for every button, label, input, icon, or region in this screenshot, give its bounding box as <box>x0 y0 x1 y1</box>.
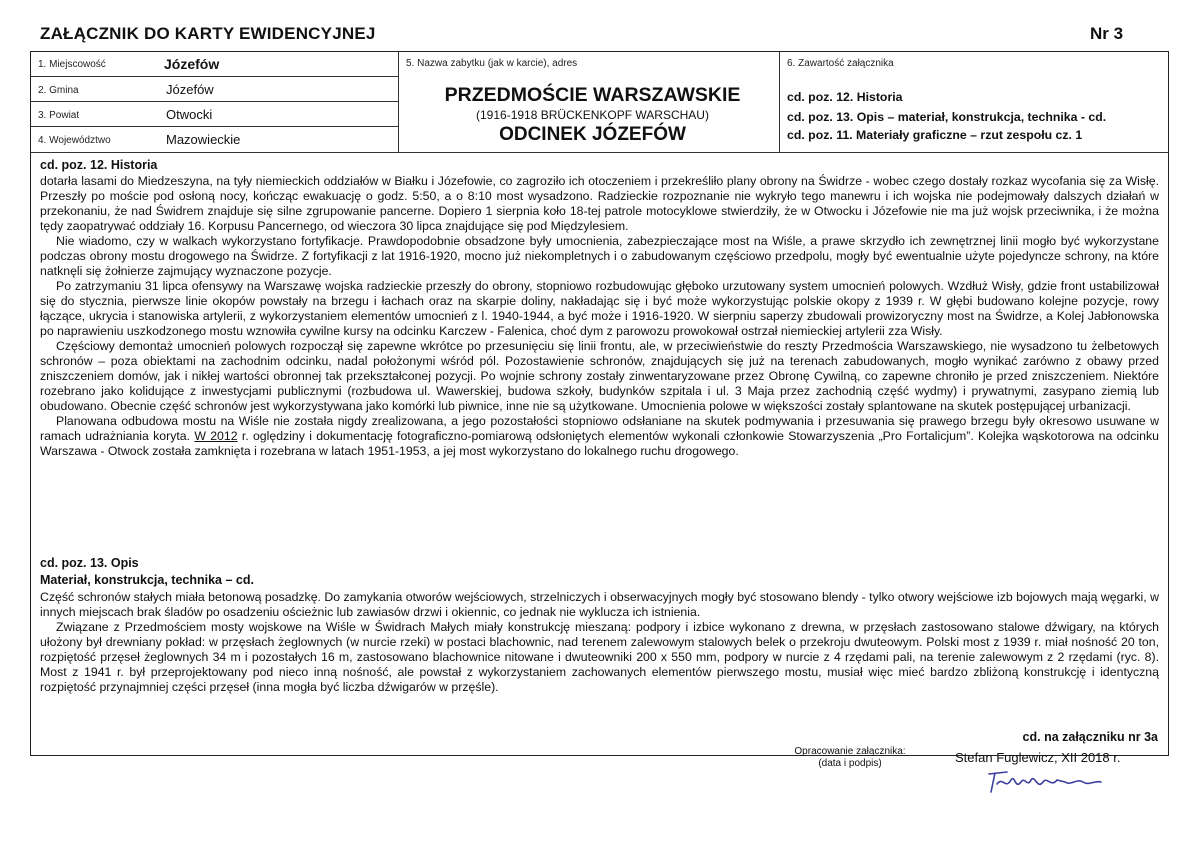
history-text <box>40 174 1159 459</box>
contents-label: 6. Zawartość załącznika <box>787 58 894 69</box>
municipality-label: 2. Gmina <box>38 85 79 96</box>
divider <box>30 101 398 102</box>
document-title: ZAŁĄCZNIK DO KARTY EWIDENCYJNEJ <box>40 24 376 43</box>
paragraph: Częściowy demontaż umocnień polowych rozpoczął się zapewne wkrótce po przesunięciu się linii frontu, ale, w przeciwieństwie do reszty Przedmościa Warszawskiego, nie wysadzono tu żelbetowych schronów – poza obiektami na zachodnim odcinku, nadal położonymi wśród pól. Pozostawienie schronów, znajdujących się już na terenach zabudowanych, mogło wynikać zarówno z obawy przed zniszczeniem domów, jak i nikłej wartości obronnej tak przekształconej pozycji. Po wojnie schrony zostały zinwentaryzowane przez Obronę Cywilną, co zapewne chroniło je przed zniszczeniem. Niektóre rozebrano jako kolidujące z inwestycjami publicznymi (rozbudowa ul. Wawerskiej, budowa szkoły, budynków szpitala i ul. 3 Maja przez zachodnią część wydmy) i prywatnymi, zasypano ziemią lub obudowano. Obecnie część schronów jest wykorzystywana jako komórki lub piwnice, inne nie są użytkowane. Umocnienia polowe w większości zostały splantowane na skutek postępującej urbanizacji. <box>40 339 1159 413</box>
underlined-year: W 2012 <box>194 429 238 443</box>
county-label: 3. Powiat <box>38 110 80 121</box>
contents-item: cd. poz. 12. Historia <box>787 90 903 104</box>
voivodeship-label: 4. Województwo <box>38 135 111 146</box>
paragraph: Nie wiadomo, czy w walkach wykorzystano fortyfikacje. Prawdopodobnie obsadzone były umocnienia, zabezpieczające most na Wiśle, a prawe skrzydło ich zewnętrznej linii mogło być wykorzystane podczas obrony mostu drogowego na Świdrze. Z fortyfikacji z lat 1916-1920, mocno już niekompletnych i o zabudowanym częściowo przedpolu, mogły być ewentualnie użyte pojedyncze schrony, na które natknęli się żołnierze zajmujący wyznaczone pozycje. <box>40 234 1159 278</box>
divider <box>30 126 398 127</box>
signature <box>985 768 1105 796</box>
divider <box>398 51 399 152</box>
continuation-note: cd. na załączniku nr 3a <box>1022 730 1158 744</box>
paragraph <box>40 414 1159 459</box>
description-text <box>40 590 1159 695</box>
divider <box>30 152 1169 153</box>
prepared-label <box>770 746 930 770</box>
monument-german-name: (1916-1918 BRÜCKENKOPF WARSCHAU) <box>476 108 709 122</box>
contents-item: cd. poz. 11. Materiały graficzne – rzut zespołu cz. 1 <box>787 128 1083 142</box>
paragraph: Część schronów stałych miała betonową posadzkę. Do zamykania otworów wejściowych, strzelniczych i obserwacyjnych mogły być stosowano blendy - tylko otwory wejściowe izb bojowych mają węgarki, w innych miejscach brak śladów po osadzeniu ościeżnic lub zawiasów drzwi i okiennic, co jednak nie wyklucza ich istnienia. <box>40 590 1159 619</box>
divider <box>30 76 398 77</box>
locality-label: 1. Miejscowość <box>38 59 106 70</box>
voivodeship-value: Mazowieckie <box>166 132 241 147</box>
prepared-label-line: (data i podpis) <box>818 758 882 769</box>
paragraph: Związane z Przedmościem mosty wojskowe na Wiśle w Świdrach Małych miały konstrukcję mieszaną: podpory i izbice wykonano z drewna, w przęsłach zastosowano stalowe dźwigary, na których ułożony był drewniany pokład: w przęsłach żeglownych (w nurcie rzeki) w postaci blachownic, nad terenem zalewowym stalowych belek o przekroju dwuteowym. Polski most z 1939 r. miał nośność 20 ton, rozpiętość przęseł żeglownych 34 m i pozostałych 16 m, zastosowano blachownice nitowane i dwuteowniki 200 x 550 mm, podpory w nurcie z 4 rzędami pali, na terenie zalewowym z 2 rzędami (ryc. 8). Most z 1941 r. był przeprojektowany pod nieco inną nośność, ale powstał z wykorzystaniem zachowanych elementów pierwszego mostu, musiał więc mieć bardzo zbliżoną konstrukcję i identyczną rozpiętość przynajmniej części przęseł (inna mogła być liczba dźwigarów w przęśle). <box>40 620 1159 694</box>
prepared-label-line: Opracowanie załącznika: <box>794 746 906 757</box>
municipality-value: Józefów <box>166 82 214 97</box>
monument-name: PRZEDMOŚCIE WARSZAWSKIE <box>444 84 741 106</box>
history-heading: cd. poz. 12. Historia <box>40 158 158 172</box>
locality-value: Józefów <box>164 56 220 72</box>
description-heading: cd. poz. 13. Opis <box>40 556 139 570</box>
monument-label: 5. Nazwa zabytku (jak w karcie), adres <box>406 58 578 69</box>
attachment-number: Nr 3 <box>1090 24 1124 43</box>
paragraph-text: Planowana odbudowa mostu na Wiśle nie została nigdy zrealizowana, a jego pozostałości stopniowo odsłaniane na skutek podmywania i przesuwania się prawego brzegu były okresowo usuwane w ramach udrażniania koryta. <box>40 414 1159 443</box>
author-date: Stefan Fuglewicz, XII 2018 r. <box>955 750 1121 765</box>
paragraph: dotarła lasami do Miedzeszyna, na tyły niemieckich oddziałów w Białku i Józefowie, co zagroziło ich otoczeniem i przekreśliło plany obrony na Świdrze - wobec czego dostały rozkaz wycofania się za Wisłę. Przeszły po moście pod osłoną nocy, kończąc ewakuację o godz. 5:50, a o 8:10 most wysadzono. Radzieckie rozpoznanie nie wykryło tego manewru i ich wojska nie podejmowały dalszych działań w przekonaniu, że nad Świdrem znajduje się silne zgrupowanie pancerne. Dopiero 1 sierpnia koło 18-tej patrole motocyklowe stwierdziły, że w Otwocku i Józefowie nie ma już wojsk przeciwnika, i że można tędy zaopatrywać oddziały 16. Korpusu Pancernego, od wieczora 30 lipca znajdujące się pod Międzylesiem. <box>40 174 1159 233</box>
monument-section: ODCINEK JÓZEFÓW <box>499 124 686 145</box>
county-value: Otwocki <box>166 107 213 122</box>
contents-item: cd. poz. 13. Opis – materiał, konstrukcja, technika - cd. <box>787 110 1107 124</box>
paragraph-text: r. oględziny i dokumentację fotograficzno-pomiarową odsłoniętych elementów wykonali członkowie Stowarzyszenia „Pro Fortalicjum”. Kolejka wąskotorowa na odcinku Warszawa - Otwock została zamknięta i rozebrana w latach 1951-1953, a jej most wykorzystano do lokalnego ruchu drogowego. <box>40 429 1159 458</box>
paragraph: Po zatrzymaniu 31 lipca ofensywy na Warszawę wojska radzieckie przeszły do obrony, stopniowo rozbudowując głęboko urzutowany system umocnień polowych. Wzdłuż Wisły, gdzie front ustabilizował się do stycznia, pierwsze linie okopów powstały na brzegu i łachach oraz na skarpie doliny, nakładając się i być może wykorzystując polskie okopy z 1939 r. W głębi budowano kolejne pozycje, rowy łączące, ukrycia i stanowiska artylerii, z wykorzystaniem elementów umocnień z l. 1940-1944, a być może i 1916-1920. W sierpniu saperzy zbudowali prowizoryczny most na Świdrze, a Kolej Jabłonowska po naprawieniu uszkodzonego mostu wznowiła cywilne kursy na odcinku Karczew - Falenica, choć dym z parowozu prowokował ostrzał niemieckiej artylerii zza Wisły. <box>40 279 1159 338</box>
description-subheading: Materiał, konstrukcja, technika – cd. <box>40 573 254 587</box>
